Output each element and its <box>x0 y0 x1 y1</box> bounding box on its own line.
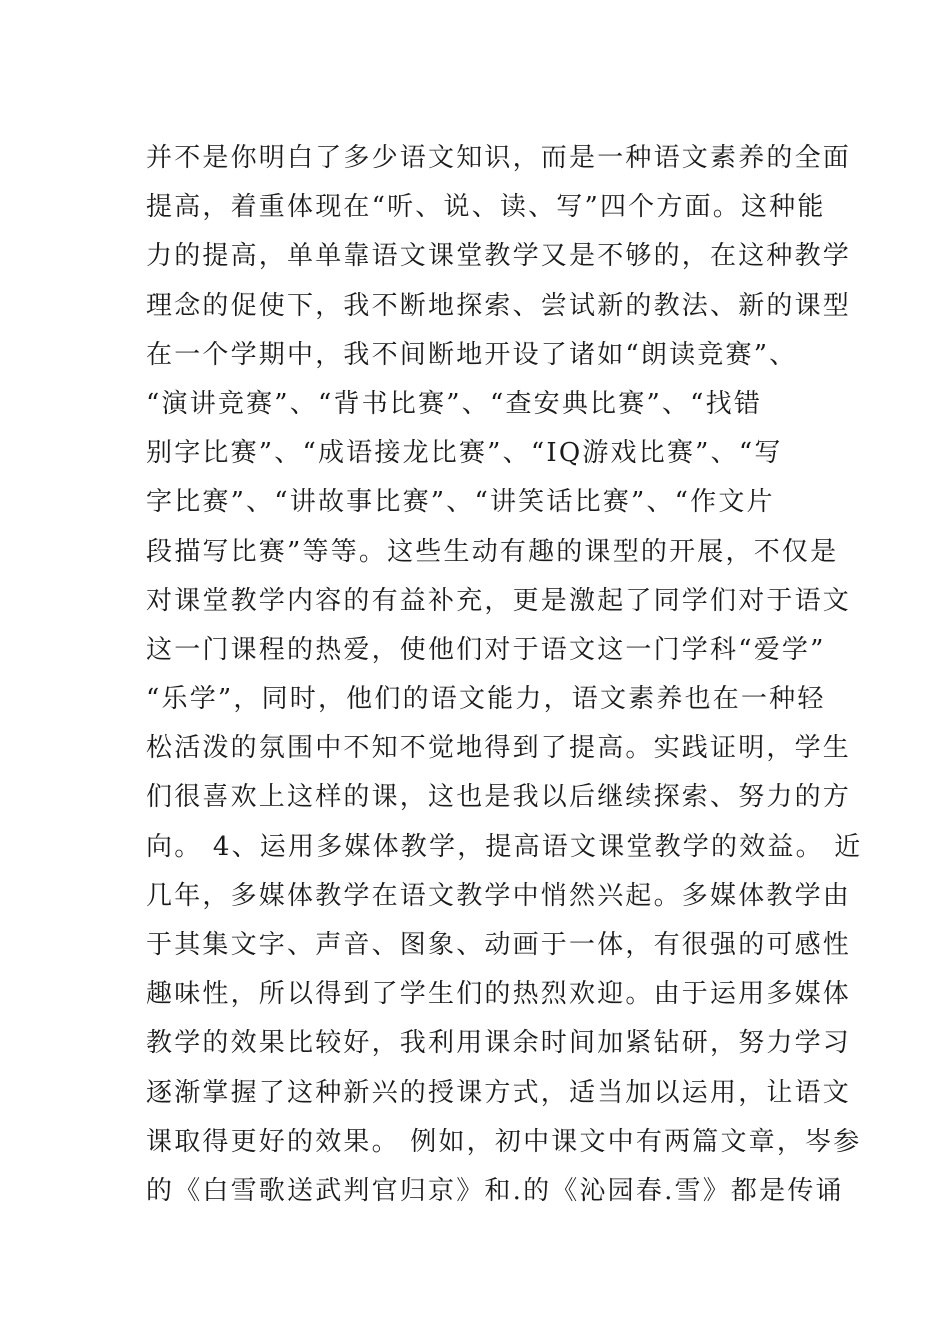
text-line: 这一门课程的热爱，使他们对于语文这一门学科“爱学” <box>146 634 826 665</box>
text-line: 字比赛”、“讲故事比赛”、“讲笑话比赛”、“作文片 <box>146 487 775 518</box>
text-line: 于其集文字、声音、图象、动画于一体，有很强的可感性 <box>146 930 852 960</box>
text-line: 在一个学期中，我不间断地开设了诸如“朗读竞赛”、 <box>146 339 798 370</box>
body-text <box>146 134 863 1216</box>
text-line: 的《白雪歌送武判官归京》和.的《沁园春.雪》都是传诵 <box>146 1175 844 1206</box>
text-line: 课取得更好的效果。 例如，初中课文中有两篇文章，岑参 <box>146 1126 862 1157</box>
text-line: “演讲竞赛”、“背书比赛”、“查安典比赛”、“找错 <box>146 388 763 419</box>
text-line: 们很喜欢上这样的课，这也是我以后继续探索、努力的方 <box>146 782 852 813</box>
text-line: 力的提高，单单靠语文课堂教学又是不够的，在这种教学 <box>146 241 852 272</box>
text-line: 别字比赛”、“成语接龙比赛”、“IQ游戏比赛”、“写 <box>146 438 783 469</box>
text-line: 对课堂教学内容的有益补充，更是激起了同学们对于语文 <box>146 585 852 616</box>
text-line: “乐学”，同时，他们的语文能力，语文素养也在一种轻 <box>146 684 826 715</box>
text-line: 段描写比赛”等等。这些生动有趣的课型的开展，不仅是 <box>146 536 839 567</box>
text-line: 理念的促使下，我不断地探索、尝试新的教法、新的课型 <box>146 290 852 321</box>
text-line: 趣味性，所以得到了学生们的热烈欢迎。由于运用多媒体 <box>146 979 852 1010</box>
text-line: 教学的效果比较好，我利用课余时间加紧钻研，努力学习 <box>146 1028 852 1059</box>
text-line: 几年，多媒体教学在语文教学中悄然兴起。多媒体教学由 <box>146 880 852 911</box>
text-line: 向。 4、运用多媒体教学，提高语文课堂教学的效益。 近 <box>146 831 863 862</box>
text-line: 并不是你明白了多少语文知识，而是一种语文素养的全面 <box>146 143 852 173</box>
text-line: 提高，着重体现在“听、说、读、写”四个方面。这种能 <box>146 192 826 223</box>
text-line: 松活泼的氛围中不知不觉地得到了提高。实践证明，学生 <box>146 733 852 764</box>
text-line: 逐渐掌握了这种新兴的授课方式，适当加以运用，让语文 <box>146 1077 852 1108</box>
